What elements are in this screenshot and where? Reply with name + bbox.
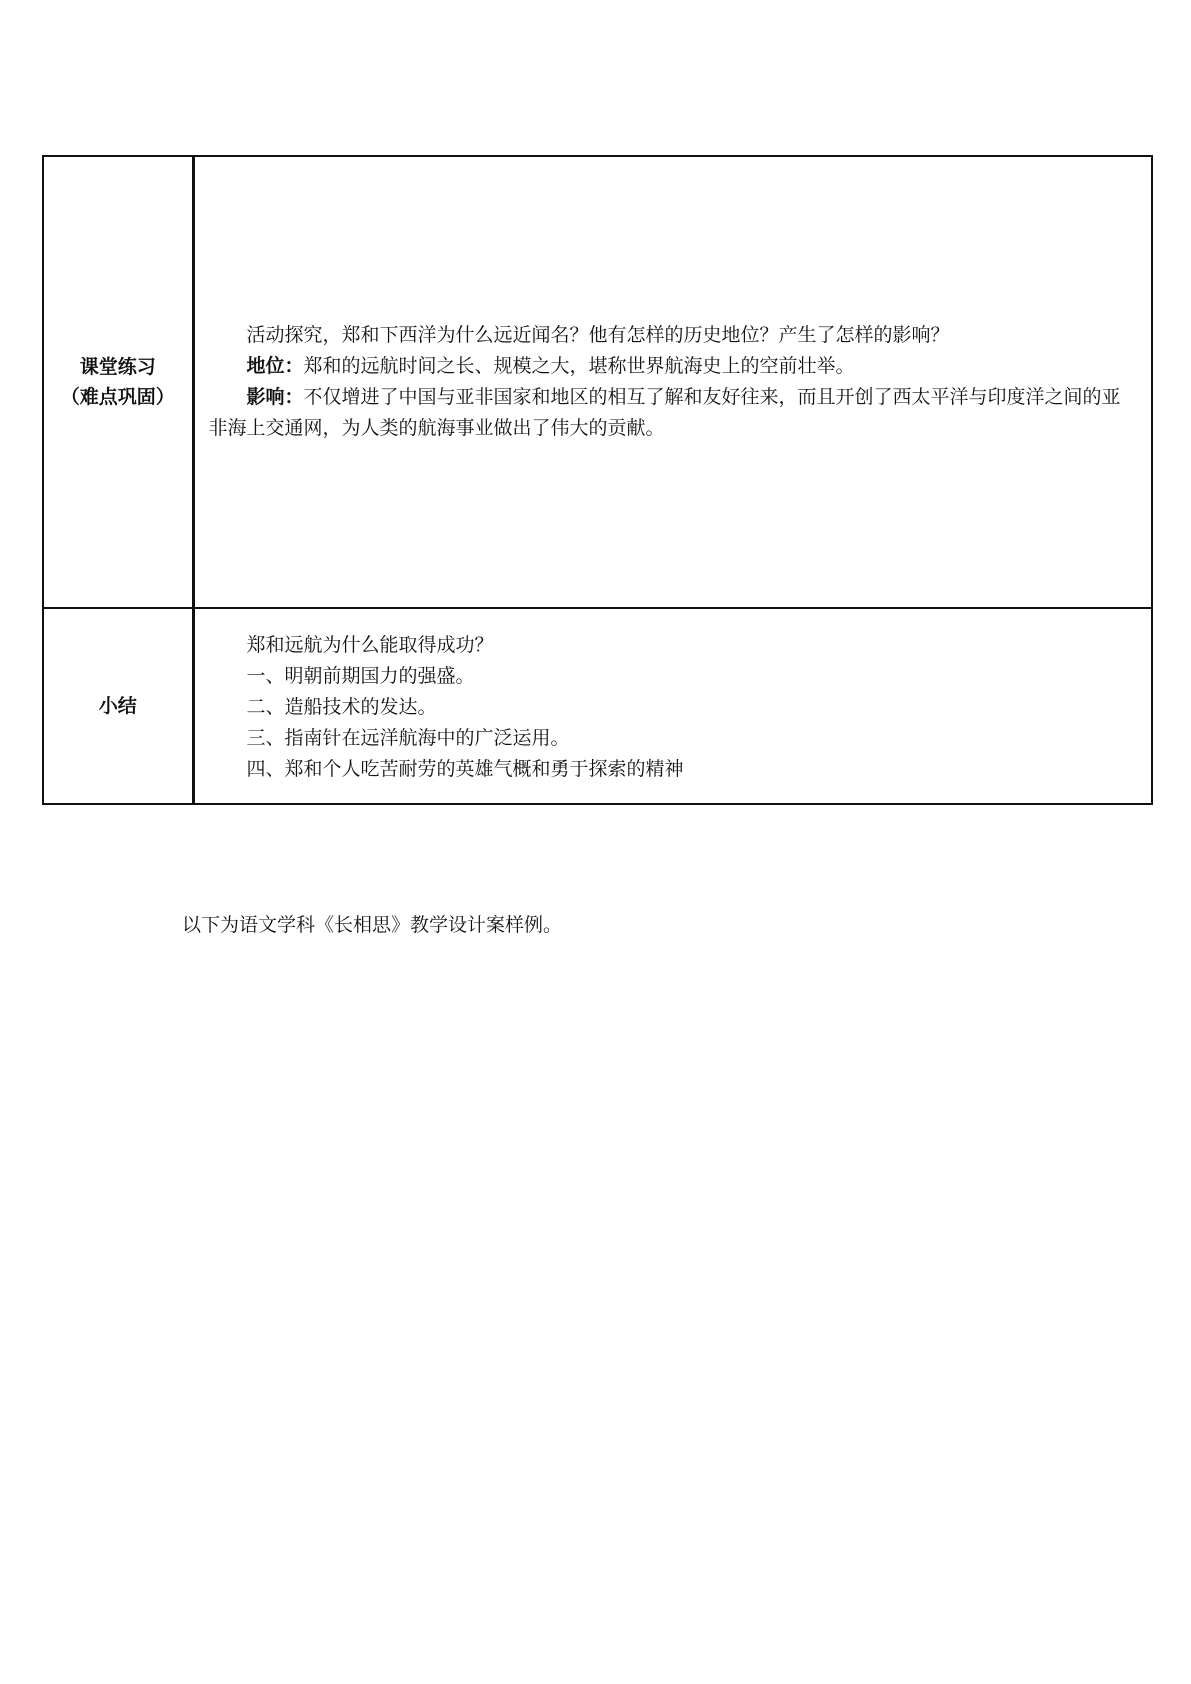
- practice-content-cell: [193, 156, 1152, 608]
- summary-point: 四、郑和个人吃苦耐劳的英雄气概和勇于探索的精神: [246, 757, 684, 780]
- status-text: 郑和的远航时间之长、规模之大，堪称世界航海史上的空前壮举。: [303, 355, 855, 377]
- influence-label: 影响：: [246, 386, 304, 408]
- summary-point: 二、造船技术的发达。: [246, 695, 437, 718]
- practice-label-cell: [43, 156, 193, 608]
- summary-point: 三、指南针在远洋航海中的广泛运用。: [246, 726, 570, 749]
- practice-label: 课堂练习: [79, 356, 156, 378]
- summary-label-cell: [43, 608, 193, 804]
- summary-question: 郑和远航为什么能取得成功？: [246, 633, 494, 656]
- summary-content-cell: [193, 608, 1152, 804]
- summary-label: 小结: [98, 695, 137, 717]
- summary-row: [43, 608, 1152, 804]
- status-paragraph: [209, 351, 1140, 382]
- page-caption: 以下为语文学科《长相思》教学设计案样例。: [182, 914, 563, 936]
- practice-question: 活动探究，郑和下西洋为什么远近闻名？他有怎样的历史地位？产生了怎样的影响？: [246, 324, 950, 346]
- status-label: 地位：: [246, 355, 304, 377]
- lesson-table: [42, 155, 1153, 805]
- practice-sublabel: （难点巩固）: [60, 386, 175, 408]
- practice-row: [43, 156, 1152, 608]
- influence-paragraph: [209, 382, 1140, 444]
- influence-text: 不仅增进了中国与亚非国家和地区的相互了解和友好往来，而且开创了西太平洋与印度洋之间的亚非海上交通网，为人类的航海事业做出了伟大的贡献。: [208, 386, 1121, 439]
- summary-point: 一、明朝前期国力的强盛。: [246, 664, 475, 687]
